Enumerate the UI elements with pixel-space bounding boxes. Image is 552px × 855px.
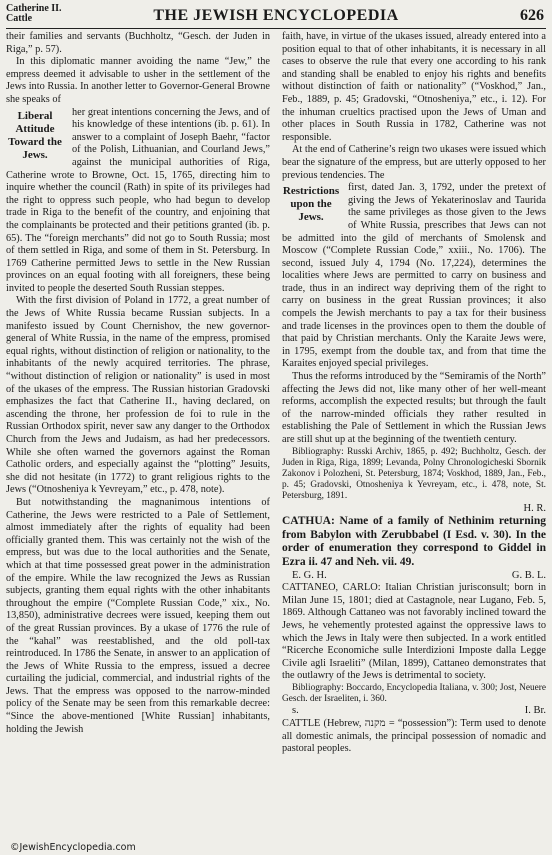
signature-text: H. R. [523,502,546,514]
page-header [6,2,546,30]
running-title: THE JEWISH ENCYCLOPEDIA [153,7,399,24]
entry-cattle [282,718,546,756]
signature-text: E. G. H. [292,569,327,581]
author-signature [282,503,546,516]
page-number: 626 [520,7,544,24]
signature-text: I. Br. [524,705,546,717]
entry-text: CATHUA: Name of a family of Nethinim returning from Babylon with Zerubbabel (I Esd. v. 30). In the order of enumeration they correspond to Giddel in Ezra ii. 47 and Neh. vii. 49. [282,515,546,568]
bibliography: Bibliography: Russki Archiv, 1865, p. 492; Buchholtz, Gesch. der Juden in Riga, Riga, 1899; Levanda, Polny Chronologicheski Sbornik Zakonov i Polozheni, St. Petersburg, 1874; Voskhod, 1889, Jan., Feb., p. 45; Gradovski, Otnosheniya k Yevreyam, etc., i. 478, note, St. Petersburg, 1891. [282,446,546,502]
signature-text: G. B. L. [511,569,546,581]
entry-cattaneo [282,582,546,683]
right-column [282,31,546,756]
author-signature [282,705,546,718]
entry-cathua [282,515,546,569]
paragraph: Thus the reforms introduced by the “Semiramis of the North” affecting the Jews did not, like many other of her well-meant reforms, accomplish the expected results; but through the fault of the narrow-minded officials they rather resulted in establishing the Pale of Settlement in which the Russian Jews are still shut up at the beginning of the twentieth century. [282,371,546,445]
paragraph: her great intentions concerning the Jews, and of his knowledge of these intentions (ib. p. 61). In answer to a complaint of Joseph Baehr, “factor of the Polish, Lithuanian, and Courland Jews,” against the municipal authorities of Riga, Catherine wrote to Browne, Oct. 15, 1765, directing him to inquire whether the council (Rath) in spite of its privileges had the right to oppress such people, who had begun to develop trade in Riga to the benefit of the country, and enjoining that the complainants be protected and their petitions granted (ib. p. 65). The “foreign merchants” did not go to South Russia; most of them settled in Riga, and some of them in St. Petersburg. In 1769 Catherine permitted Jews to settle in the New Russian provinces on an equal footing with all foreigners, these being invited to people the deserted South Russian steppes. [6,106,270,294]
paragraph: At the end of Catherine’s reign two ukases were issued which bear the signature of the empress, but are utterly opposed to her previous tendencies. The [282,144,546,181]
paragraph: But notwithstanding the magnanimous intentions of Catherine, the Jews were restricted to a Pale of Settlement, almost immediately after the rights of equality had been officially granted them. This was certainly not the wish of the empress, but was due to the local authorities and the Senate, which at that time possessed great power in the administration of the empire. While the law recognized the Jews as Russian subjects, granting them equal rights with the other inhabitants throughout the empire (“Complete Russian Code,” xix., No. 13,850), administrative decrees were issued, keeping them out of the great Russian provinces. By a ukase of 1776 the rule of the “kahal” was reestablished, and the old poll-tax reintroduced. In 1786 the Senate, in answer to an application of the Jews of White Russia to the empress, issued a decree curtailing the judicial, commercial, and industrial rights of the Jews. That the empress was opposed to the narrow-minded policy of the Senate may be seen from this remarkable decree: “Since the above-mentioned [White Russian] inhabitants, holding the Jewish [6,496,270,735]
marginal-heading: Restrictions upon the Jews. [282,185,340,224]
marginal-heading: Liberal Attitude Toward the Jews. [8,109,62,161]
signature-text: s. [292,705,299,717]
guide-word-bottom: Cattle [6,13,33,24]
entry-text: CATTANEO, CARLO: Italian Christian jurisconsult; born in Milan June 15, 1801; died at Castagnole, near Lugano, Feb. 5, 1869. Although Cattaneo was not favorably inclined toward the Jews, he vehemently protested against the oppressive laws to which the Jews in Italy were then subjected. In a work entitled “Ricerche Economiche sulle Interdizioni Imposte dalla Legge Civile agli Israeliti” (Milan, 1899), Cattaneo demonstrates that the outlawry of the Jews is detrimental to society. [282,582,546,682]
paragraph: With the first division of Poland in 1772, a great number of the Jews of White Russia became Russian subjects. In a manifesto issued by Count Chernishov, the new governor-general of White Russia, in the name of the empress, promised equal rights, without distinction of religion or nationality, to the inhabitants of the newly acquired territories. The phrase, “without distinction of religion or nationality” is used in most of the ukases of the empress. The Russian historian Gradovski emphasizes the fact that Catherine II., having declared, on ascending the throne, her profession de foi to rule in the Russian Orthodox spirit, never saw any danger to the Orthodox Church from the Jews and Judaism, as had her predecessors. While she often warned the governors against the Roman Catholic orders, and especially against the “plotting” Jesuits, she did not hesitate (in 1772) to grant religious rights to the Jews (“Otnosheniya k Yevreyam,” etc., p. 478, note). [6,295,270,496]
encyclopedia-page [6,0,546,855]
paragraph: In this diplomatic manner avoiding the name “Jew,” the empress deemed it advisable to usher in the settlement of the Jews into Russia. In another letter to Governor-General Browne she speaks of [6,56,270,105]
author-signature [282,570,546,583]
paragraph: first, dated Jan. 3, 1792, under the pretext of giving the Jews of Yekaterinoslav and Taurida the same privileges as those given to the Jews of White Russia, prescribes that Jews can not be admitted into the gild of merchants of Smolensk and Moscow (“Complete Russian Code,” xxiii., No. 1706). The second, issued July 4, 1794 (No. 17,224), determines the localities where Jews are permitted to carry on business and trade, thus in an indirect way depriving them of the right to carry on business in the great Russian provinces; it also compels the Jewish merchants to pay a tax for their business and trade licenses in the provinces open to them the double of that paid by Christian merchants. Only the Karaite Jews were, in 1795, exempt from the double tax, and from that time the Karaites enjoyed special privileges. [282,182,546,370]
paragraph: faith, have, in virtue of the ukases issued, already entered into a position equal to that of other inhabitants, it is necessary in all cases to observe the rule that every one according to his rank and standing shall be enabled to enjoy his rights and benefits without distinction of faith or nationality” (“Voskhod,” Jan., Feb., 1889, p. 45; Gradovski, “Otnosheniya,” etc., i. 12). For the inhuman crueltics practised upon the Jews of Uman and other places in South Russia in 1782, Catherine was not responsible. [282,31,546,143]
guide-word-top: Catherine II. [6,3,62,14]
header-rule [6,28,546,29]
entry-text: CATTLE (Hebrew, מקנה = “possession”): Term used to denote all domestic animals, the principal possession of nomadic and pastoral peoples. [282,717,546,755]
paragraph: their families and servants (Buchholtz, “Gesch. der Juden in Riga,” p. 57). [6,31,270,55]
bibliography: Bibliography: Boccardo, Encyclopedia Italiana, v. 300; Jost, Neuere Gesch. der Israeliten, i. 360. [282,682,546,705]
copyright-footer[interactable]: ©JewishEncyclopedia.com [10,842,136,853]
left-column [6,31,270,736]
